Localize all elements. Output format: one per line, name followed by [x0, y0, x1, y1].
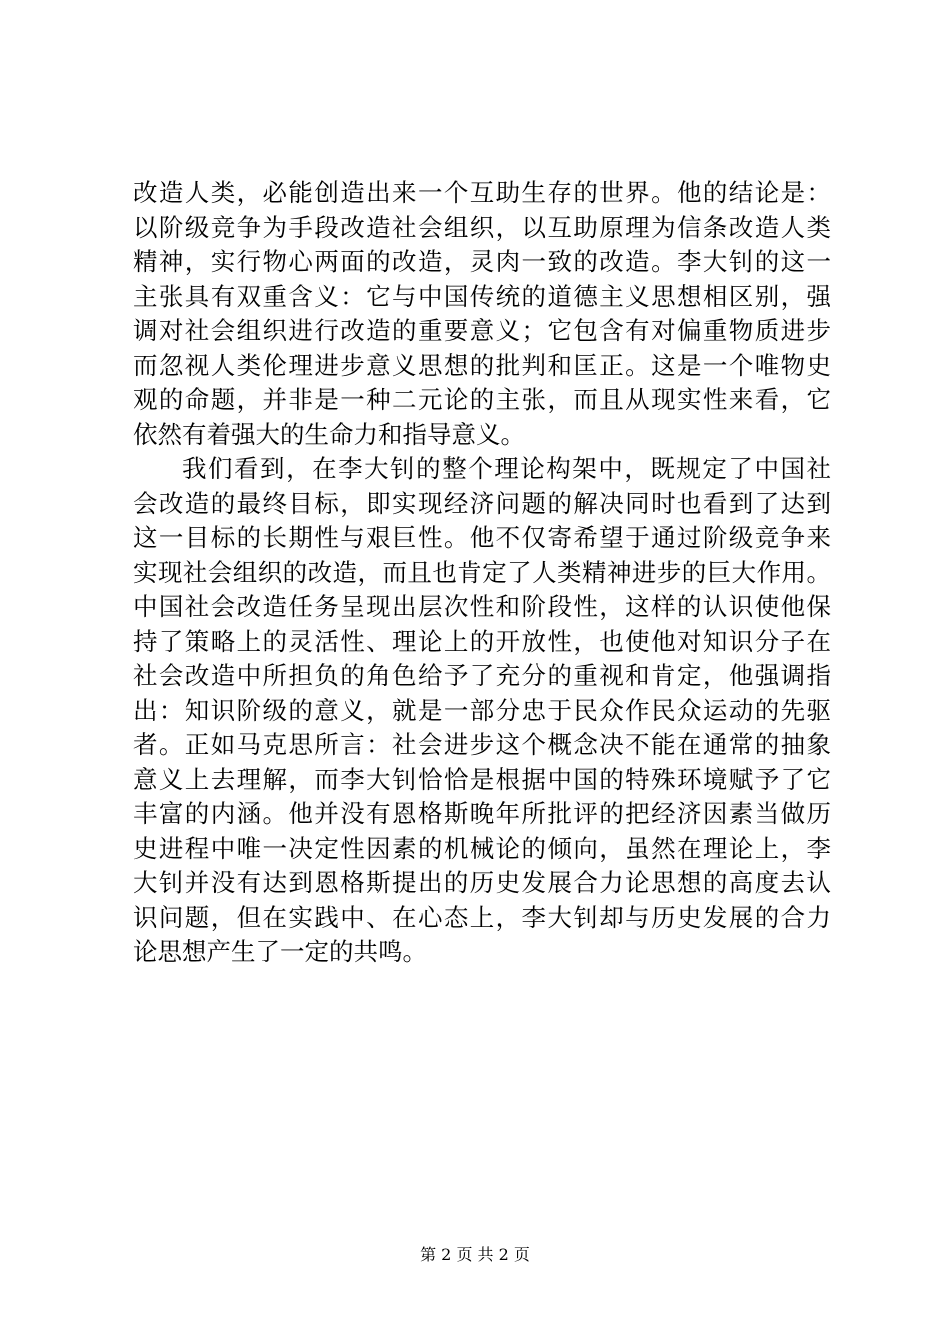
page-number: 第 2 页 共 2 页: [420, 1245, 530, 1264]
text-line: 论思想产生了一定的共鸣。: [133, 937, 427, 966]
text-line: 我们看到，在李大钊的整个理论构架中，既规定了中国社: [182, 454, 831, 483]
text-line: 这一目标的长期性与艰巨性。他不仅寄希望于通过阶级竞争来: [133, 523, 831, 552]
text-line: 会改造的最终目标，即实现经济问题的解决同时也看到了达到: [133, 488, 831, 518]
text-line: 改造人类，必能创造出来一个互助生存的世界。他的结论是：: [133, 178, 831, 207]
text-line: 主张具有双重含义：它与中国传统的道德主义思想相区别，强: [133, 281, 831, 311]
document-body: [133, 176, 831, 970]
page-footer: [0, 1244, 950, 1266]
text-line: 者。正如马克思所言：社会进步这个概念决不能在通常的抽象: [133, 730, 831, 759]
text-line: 以阶级竞争为手段改造社会组织，以互助原理为信条改造人类: [133, 212, 831, 242]
text-line: 持了策略上的灵活性、理论上的开放性，也使他对知识分子在: [133, 626, 831, 656]
text-line: 实现社会组织的改造，而且也肯定了人类精神进步的巨大作用。: [133, 557, 831, 587]
text-line: 而忽视人类伦理进步意义思想的批判和匡正。这是一个唯物史: [133, 350, 831, 380]
text-line: 识问题，但在实践中、在心态上，李大钊却与历史发展的合力: [133, 902, 831, 932]
text-line: 观的命题，并非是一种二元论的主张，而且从现实性来看，它: [133, 385, 831, 414]
text-line: 史进程中唯一决定性因素的机械论的倾向，虽然在理论上，李: [133, 833, 831, 863]
text-line: 精神，实行物心两面的改造，灵肉一致的改造。李大钊的这一: [133, 247, 831, 276]
text-line: 出：知识阶级的意义，就是一部分忠于民众作民众运动的先驱: [133, 695, 831, 725]
text-line: 大钊并没有达到恩格斯提出的历史发展合力论思想的高度去认: [133, 868, 831, 897]
text-line: 中国社会改造任务呈现出层次性和阶段性，这样的认识使他保: [133, 592, 831, 621]
text-line: 意义上去理解，而李大钊恰恰是根据中国的特殊环境赋予了它: [133, 764, 831, 794]
text-line: 社会改造中所担负的角色给予了充分的重视和肯定，他强调指: [133, 661, 831, 690]
text-line: 依然有着强大的生命力和指导意义。: [133, 419, 525, 449]
text-line: 丰富的内涵。他并没有恩格斯晚年所批评的把经济因素当做历: [133, 799, 831, 828]
paragraph-1: [133, 176, 831, 452]
paragraph-2: [133, 452, 831, 970]
text-line: 调对社会组织进行改造的重要意义；它包含有对偏重物质进步: [133, 316, 831, 345]
